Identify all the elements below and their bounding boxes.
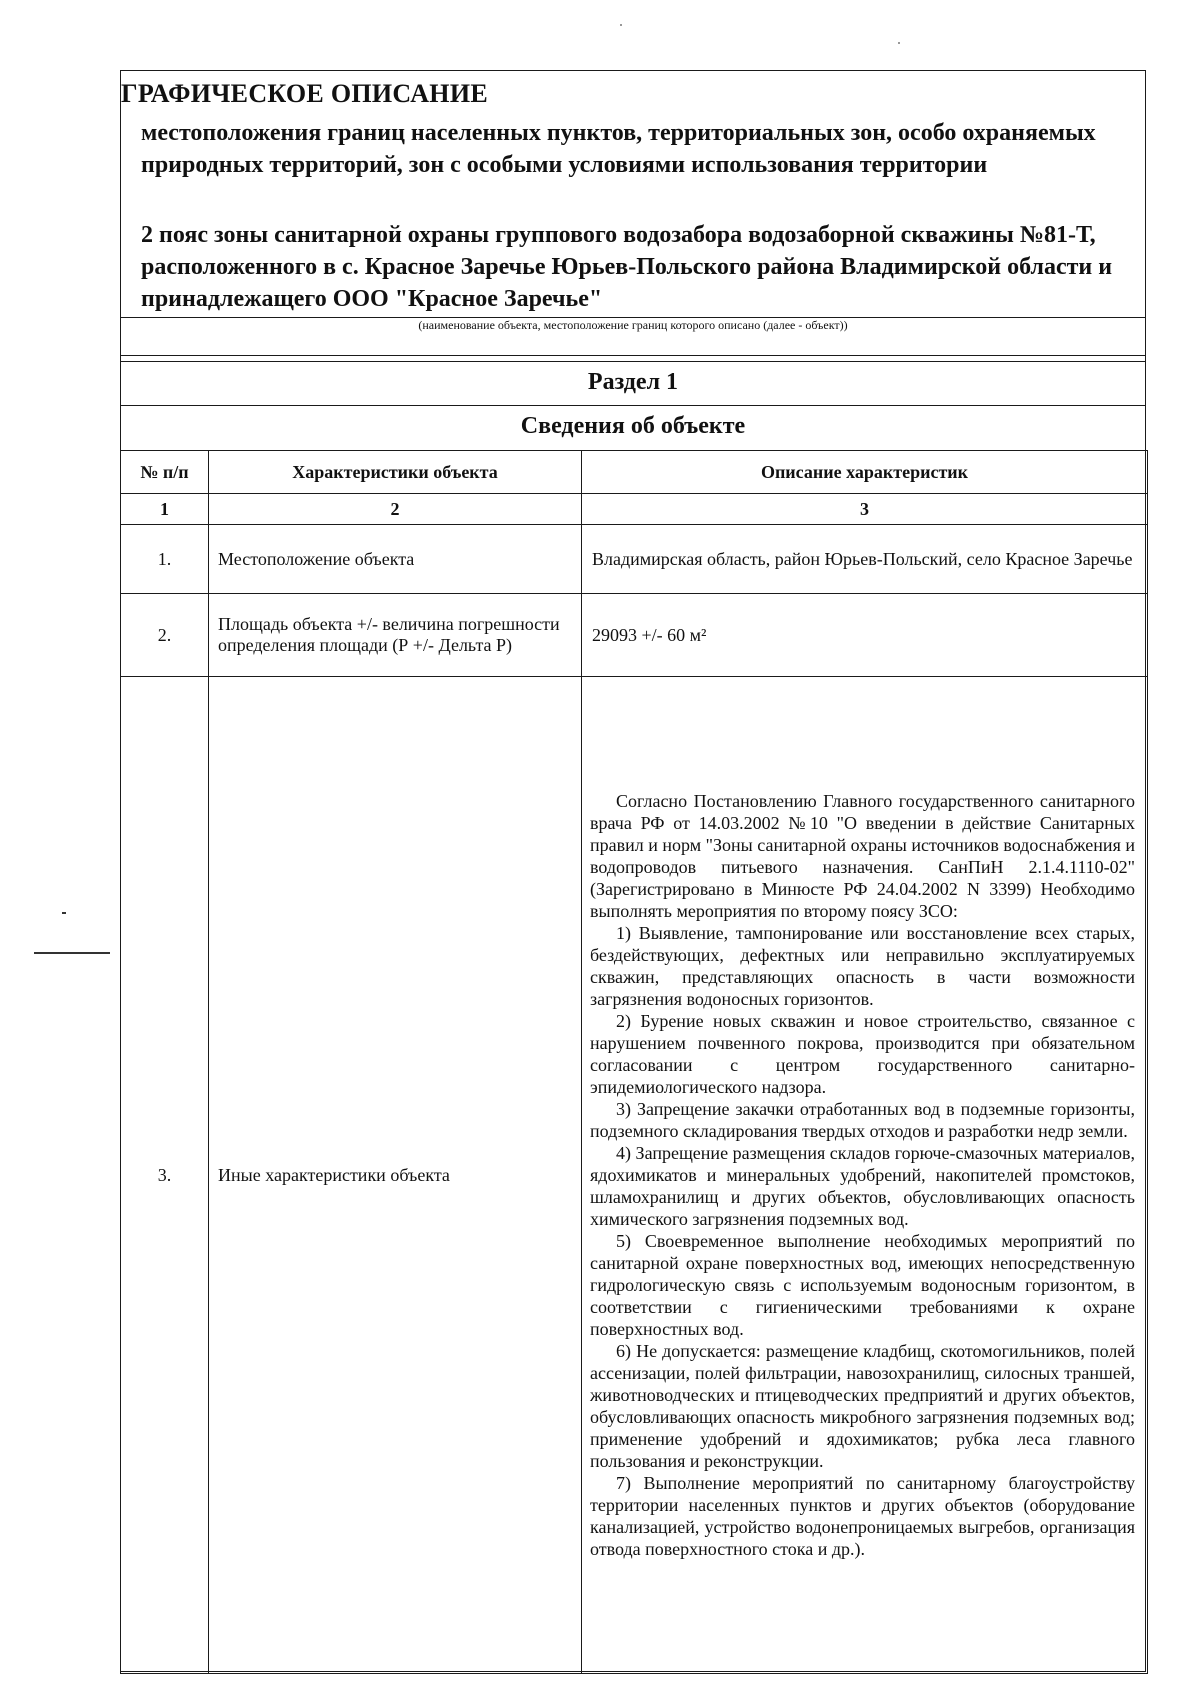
object-caption: (наименование объекта, местоположение границ которого описано (далее - объект)) xyxy=(418,318,848,332)
row-label: Иные характеристики объекта xyxy=(209,677,582,1674)
description-paragraph: 1) Выявление, тампонирование или восстановление всех старых, бездействующих, дефектных или неправильно эксплуатируемых скважин, представляющих опасность в части возможности загрязнения водоносных горизонтов. xyxy=(590,923,1135,1009)
section-title: Раздел 1 xyxy=(587,369,679,395)
row-value: Владимирская область, район Юрьев-Польский, село Красное Заречье xyxy=(582,525,1148,594)
section-divider-rule xyxy=(121,405,1145,406)
column-number-2: 2 xyxy=(209,494,582,525)
scan-mark-dot xyxy=(620,24,622,26)
column-number-3: 3 xyxy=(582,494,1148,525)
description-paragraph: 7) Выполнение мероприятий по санитарному благоустройству территории населенных пунктов и других объектов (оборудование канализацией, устройство водонепроницаемых выгребов, организация отвода поверхностного стока и др.). xyxy=(590,1473,1135,1559)
description-paragraph: 3) Запрещение закачки отработанных вод в подземные горизонты, подземного складирования твердых отходов и разработки недр земли. xyxy=(590,1099,1135,1141)
scan-mark-dot xyxy=(898,42,900,44)
row-label: Местоположение объекта xyxy=(209,525,582,594)
table-column-numbers-row xyxy=(121,494,1148,525)
description-paragraph: Согласно Постановлению Главного государственного санитарного врача РФ от 14.03.2002 №10 "О введении в действие Санитарных правил и норм "Зоны санитарной охраны источников водоснабжения и водопроводов питьевого назначения. СанПиН 2.1.4.1110-02" (Зарегистрировано в Минюсте РФ 24.04.2002 N 3399) Необходимо выполнять мероприятия по второму поясу ЗСО: xyxy=(590,791,1135,921)
column-number-1: 1 xyxy=(121,494,209,525)
header-cell-characteristic: Характеристики объекта xyxy=(209,451,582,494)
document-title: ГРАФИЧЕСКОЕ ОПИСАНИЕ xyxy=(121,79,488,108)
table-row xyxy=(121,677,1148,1674)
header-cell-number: № п/п xyxy=(121,451,209,494)
header-cell-description: Описание характеристик xyxy=(582,451,1148,494)
row-number: 2. xyxy=(121,594,209,677)
row-label: Площадь объекта +/- величина погрешности определения площади (Р +/- Дельта Р) xyxy=(209,594,582,677)
caption-bottom-rule xyxy=(121,355,1145,356)
table-row xyxy=(121,594,1148,677)
object-name: 2 пояс зоны санитарной охраны группового водозабора водозаборной скважины №81-Т, расположенного в с. Красное Заречье Юрьев-Польского района Владимирской области и принадлежащего ООО "Красное Заречье" xyxy=(141,222,1113,312)
document-frame xyxy=(120,70,1146,1672)
document-subtitle: местоположения границ населенных пунктов, территориальных зон, особо охраняемых природных территорий, зон с особыми условиями использования территории xyxy=(141,120,1096,178)
description-paragraph: 4) Запрещение размещения складов горюче-смазочных материалов, ядохимикатов и минеральных удобрений, накопителей промстоков, шламохранилищ и других объектов, обусловливающих опасность химического загрязнения подземных вод. xyxy=(590,1143,1135,1229)
row-value: 29093 +/- 60 м² xyxy=(582,594,1148,677)
scan-mark-dot xyxy=(62,912,66,914)
scan-mark-line xyxy=(34,952,110,954)
row-description xyxy=(582,677,1148,1674)
section-subtitle: Сведения об объекте xyxy=(520,413,746,439)
table-row xyxy=(121,525,1148,594)
object-info-table xyxy=(120,450,1148,1674)
description-paragraph: 5) Своевременное выполнение необходимых мероприятий по санитарной охране поверхностных вод, имеющих непосредственную гидрологическую связь с используемым водоносным горизонтом, в соответствии с гигиеническими требованиями к охране поверхностных вод. xyxy=(590,1231,1135,1339)
table-header-row xyxy=(121,451,1148,494)
description-paragraph: 2) Бурение новых скважин и новое строительство, связанное с нарушением почвенного покрова, производится при обязательном согласовании с центром государственного санитарно-эпидемиологического надзора. xyxy=(590,1011,1135,1097)
row-number: 1. xyxy=(121,525,209,594)
section-top-rule xyxy=(121,361,1145,362)
description-paragraph: 6) Не допускается: размещение кладбищ, скотомогильников, полей ассенизации, полей фильтрации, навозохранилищ, силосных траншей, животноводческих и птицеводческих предприятий и других объектов, обусловливающих опасность микробного загрязнения подземных вод; применение удобрений и ядохимикатов; рубка леса главного пользования и реконструкции. xyxy=(590,1341,1135,1471)
row-number: 3. xyxy=(121,677,209,1674)
